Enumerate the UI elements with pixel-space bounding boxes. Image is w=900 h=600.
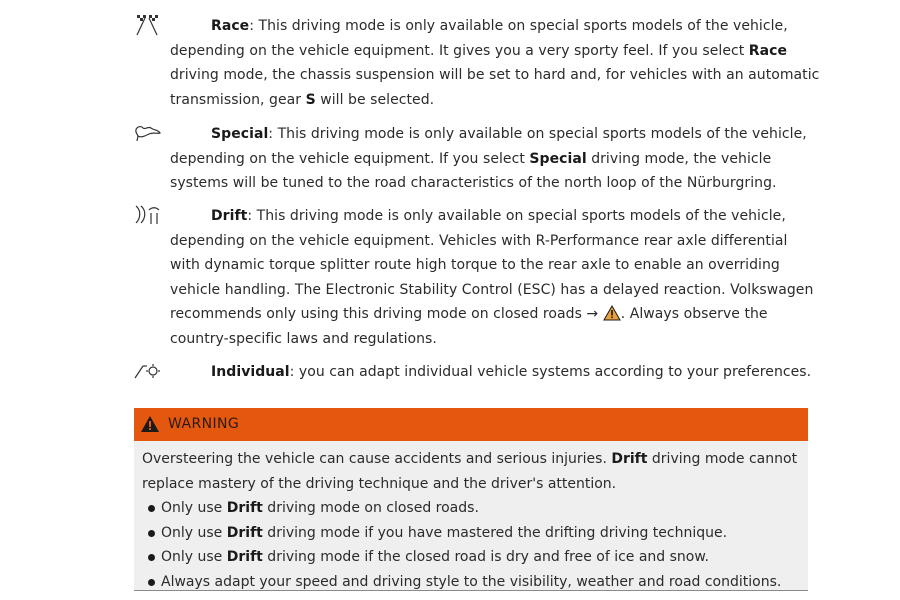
drift-icon (133, 204, 163, 226)
mode-description: Drift: This driving mode is only available on special sports models of the vehicle, depending on the vehicle equipment. Vehicles with R-Performance rear axle differential with dynamic torque splitter route high torque to the rear axle to enable an overriding vehicle handling. The Electronic Stability Control (ESC) has a delayed reaction. Volkswagen recommends only using this driving mode on closed roads → . Always observe the country-specific laws and regulations. (170, 208, 814, 347)
warning-triangle-icon (140, 415, 160, 433)
mode-description: Race: This driving mode is only available on special sports models of the vehicle, depending on the vehicle equipment. It gives you a very sporty feel. If you select Race driving mode, the chassis suspension will be set to hard and, for vehicles with an automatic transmission, gear S will be selected. (170, 18, 820, 108)
race-track-icon (133, 122, 163, 144)
mode-description: Individual: you can adapt individual vehicle systems according to your preferences. (211, 364, 812, 380)
bullet-icon (148, 505, 155, 512)
warning-list (142, 496, 800, 594)
warning-header (134, 408, 808, 441)
individual-settings-icon (133, 360, 163, 382)
bullet-icon (148, 554, 155, 561)
bullet-icon (148, 530, 155, 537)
warning-intro: Oversteering the vehicle can cause accidents and serious injuries. Drift driving mode cannot replace mastery of the driving technique and the driver's attention. (142, 451, 798, 492)
warning-title: WARNING (168, 416, 240, 432)
checkered-flags-icon (133, 14, 163, 36)
warning-list-item: Always adapt your speed and driving style to the visibility, weather and road conditions. (142, 570, 800, 595)
bullet-icon (148, 579, 155, 586)
warning-list-item: Only use Drift driving mode if the closed road is dry and free of ice and snow. (142, 545, 800, 570)
warning-list-item: Only use Drift driving mode on closed roads. (142, 496, 800, 521)
warning-box (134, 408, 808, 591)
mode-description: Special: This driving mode is only available on special sports models of the vehicle, depending on the vehicle equipment. If you select Special driving mode, the vehicle systems will be tuned to the road characteristics of the north loop of the Nürburgring. (170, 126, 807, 192)
warning-list-item: Only use Drift driving mode if you have mastered the drifting driving technique. (142, 521, 800, 546)
warning-body (134, 441, 808, 595)
warning-triangle-icon (603, 305, 621, 321)
